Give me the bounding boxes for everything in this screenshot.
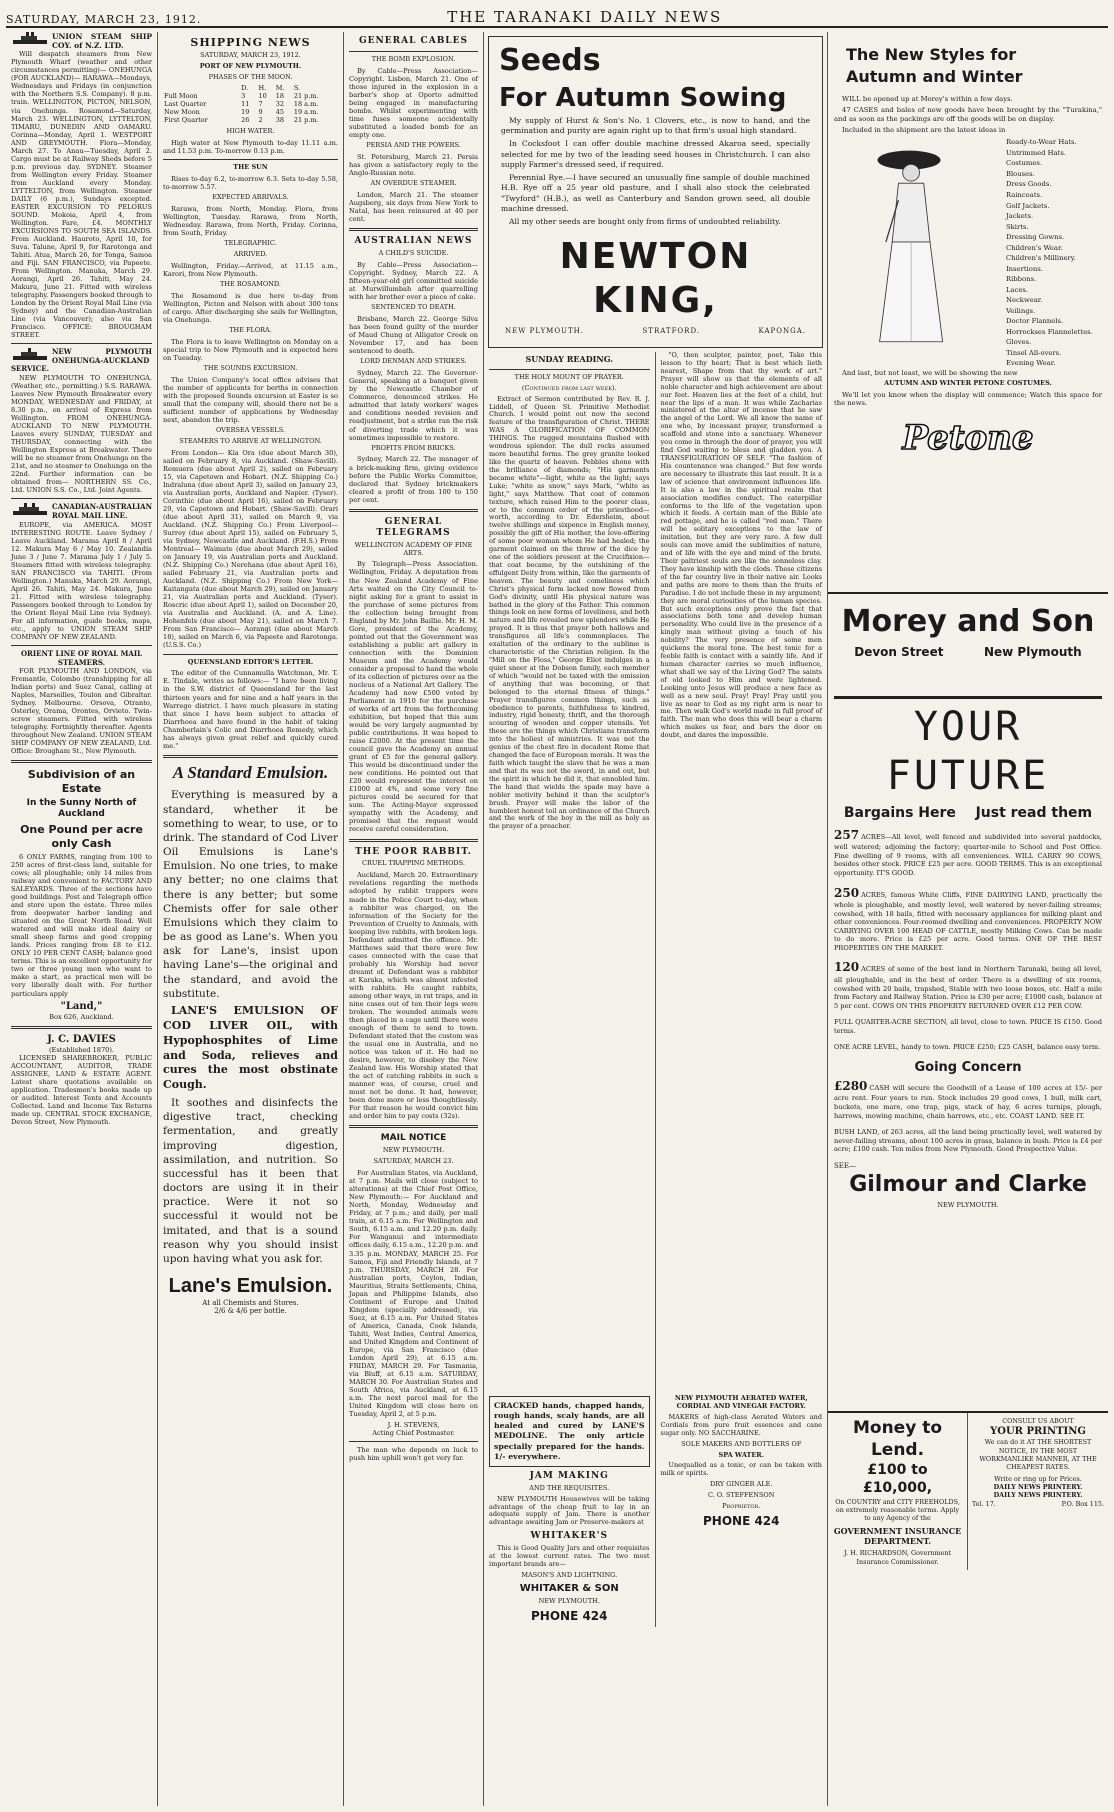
sun-head: THE SUN	[233, 162, 268, 171]
bomb-text: By Cable—Press Association—Copyright. Lisbon, March 21. One of those injured in the explosion in a barber's shop at Oporto admitted being engaged in manufacturing bombs. Whilst experimenting with time fuses someone accidentally substituted a loaded bomb for an empty one.	[349, 66, 478, 140]
fashion-illustration	[834, 137, 1002, 369]
sunday-reading-left	[484, 352, 656, 1392]
onehunga-service-head: NEW PLYMOUTH ONEHUNGA-AUCKLAND SERVICE.	[11, 347, 152, 374]
gilmour-location: NEW PLYMOUTH.	[937, 1201, 999, 1210]
bargains-head	[834, 805, 1102, 822]
union-steam-text: Will despatch steamers from New Plymouth Wharf (weather and other circumstances permitting)— ONEHUNGA (FOR AUCKLAND)— RARAWA—Mondays, Wednesdays and Fridays (in conjunction with the Northern S.S. Company). 8 p.m. train. WELLINGTON, PICTON, NELSON, via Onehunga. Rosamond—Saturday, March 23. WELLINGTON, LYTTELTON, TIMARU, DUNEDIN AND OAMARU. Corinna—Monday, April 1. WESTPORT AND GREYMOUTH. Flora—Monday, March 27. To Anau—Tuesday, April 2. Cargo must be at Railway Sheds before 5 p.m. previous day. SYDNEY. Steamer from Wellington every Friday. Steamer from Auckland every Monday. LYTTELTON, from Wellington. Steamer DAILY (6 p.m.), Sundays excepted. EASTER EXCURSION TO PELORUS SOUND. Mokoia, April 4, from Wellington. Fare, £4. MONTHLY EXCURSIONS TO SOUTH SEA ISLANDS. From Auckland. Hauroto, April 10, for Suva. Talune, April 9, for Rarotonga and Tahiti. Atua, March 26, for Tonga, Samoa and Fiji. SAN FRANCISCO, via Papeete. From Wellington. Manuka, March 29. Aorangi, April 26. Tahiti, May 24. Makura, June 21. Fitted with wireless telegraphy. Passengers booked through to London by the Orient Royal Mail Line (via Sydney) and the Canadian-Australian Line (via Vancouver); also via San Francisco. OFFICE: BROUGHAM STREET.	[11, 50, 152, 340]
columns	[6, 32, 1108, 1806]
filler-line: The man who depends on luck to push him uphill won't get very far.	[349, 1446, 478, 1463]
table-cell: 7	[258, 100, 263, 109]
listing-number: £280	[834, 1078, 868, 1093]
gilmour-clarke-name: Gilmour and Clarke	[849, 1172, 1087, 1198]
property-listing: BUSH LAND, of 263 acres, all the land being practically level, well watered by never-failing streams, about 100 acres in grass, balance in bush. Price is £4 per acre; £100 cash. Ten miles from New Plymouth. Good Prospective Value.	[834, 1128, 1102, 1154]
list-item: Neckwear.	[1006, 296, 1043, 305]
table-header-cell: H.	[258, 84, 267, 93]
list-item: Ribbons.	[1006, 275, 1037, 284]
aerated-text: MAKERS of high-class Aerated Waters and Cordials from pure fruit essences and cane sugar only. NO SACCHARINE.	[660, 1412, 822, 1437]
petone-costumes: AUTUMN AND WINTER PETONE COSTUMES.	[884, 379, 1052, 388]
lanes-bold-text: LANE'S EMULSION OF COD LIVER OIL, with Hypophosphites of Lime and Soda, relieves and cures the most obstinate Cough.	[163, 1004, 338, 1092]
table-row	[163, 117, 338, 125]
opening-notice: WILL be opened up at Morey's within a few days.	[842, 95, 1013, 104]
table-cell: 21 p.m.	[293, 92, 319, 101]
persia-head: PERSIA AND THE POWERS.	[366, 141, 461, 150]
printery-name-2: DAILY NEWS PRINTERY.	[993, 1491, 1083, 1500]
table-cell: 2	[258, 115, 263, 124]
medoline-advertisement: CRACKED hands, chapped hands, rough hands, scaly hands, are all healed and cured by LANE'S MEDOLINE. The only article specially prepared for the hands. 1/- everywhere.	[489, 1396, 650, 1467]
listing-number: 120	[834, 960, 860, 975]
sermon-text: Extract of Sermon contributed by Rev. R. J. Liddell, of Queen St. Primitive Methodist Church. I would point out now the second feature of the transfiguration of Christ. THERE WAS A GLORIFICATION OF COMMON THINGS. The rugged mountains flushed with wondrous splendor. The dull rocks assumed more beautiful forms. The grey granite looked like the quartz of heaven. Pebbles shone with the brilliance of diamonds; "His garments became white"—light, white as the light; says Luke; "white as snow," says Mark, "white as light," says Matthew. That coat of common texture, which raised Him to the poorer class, or to the common order of the priesthood—worth, according to Dr. Edersheim, about twelve shillings and sixpence in English money, possibly the gift of His mother, the love-offering of some poor woman whom He had healed; the garment claimed on the throw of the dice by one of the soldiers present at the Crucifixion—that coat became, by the outshining of the effulgent Deity from within, like the garments of heaven. The beauty and comeliness which Christ's physical form lacked now flowed from God's divinity, until His physical nature was bathed in the glory of the Father. This common things look on new forms of loveliness, and both nature and life revealed new splendors while He prayed. It is thus that prayer both hallows and transfigures all life's commonplaces. The exaltation of the ordinary to the sublime is characteristic of the Christian religion. In the "Mill on the Floss," George Eliot indulges in a quiet sneer at the Dobson family, each member of which "would not be taxed with the omission of anything that was becoming, or that belonged to the eternal fitness of things." Prayer transfigures common things, such as obedience to parents, faithfulness to kindred, industry, rigid honesty, thrift, and the thorough scouring of wooden and copper utensils. Yet these are the things which Christians transform into the holiest of ministries. It was not the genius of the chest fire in decadent Rome that changed the face of European morals. It was the faith which taught the slave that he was a man and that its was not the sword, in and out, but the spirit in which he did it, that ennobled him. The hand that wields the spade may have a nobler motivity behind it than the sculptor's brush. Prayer will make the labor of the humblest honest toil an ordinance of the Church and the work of the boy in the mill as holy as the prayer of a preacher.	[489, 394, 650, 831]
masthead	[6, 6, 1108, 28]
death-head: SENTENCED TO DEATH.	[371, 303, 456, 312]
lanes-body	[163, 788, 338, 1266]
list-item: Evening Wear.	[1006, 359, 1056, 368]
steamship-icon	[11, 32, 49, 46]
box-address: Box 626, Auckland.	[49, 1012, 114, 1021]
sounds-head: THE SOUNDS EXCURSION.	[203, 363, 298, 372]
continued-note: (Continued from last week).	[521, 383, 617, 392]
davies-name: J. C. DAVIES	[47, 1033, 116, 1045]
jam-requisites: AND THE REQUISITES.	[529, 1483, 610, 1492]
table-cell: 9	[258, 107, 263, 116]
table-cell: 32	[275, 100, 285, 109]
seeds-paragraph: My supply of Hurst & Son's No. 1 Clovers, etc., is now to hand, and the germination and purity are again right up to that firm's usual high standard.	[501, 115, 810, 136]
lower-ads-right	[656, 1392, 828, 1627]
queensland-head: QUEENSLAND EDITOR'S LETTER.	[187, 657, 314, 666]
sunday-reading-head: SUNDAY READING.	[525, 354, 614, 364]
town-label: New Plymouth	[983, 644, 1082, 659]
sunday-reading	[484, 352, 827, 1392]
newton-king-logo: NEWTON KING,	[559, 236, 752, 322]
steamship-icon	[11, 348, 49, 362]
going-concern-head: Going Concern	[914, 1060, 1022, 1076]
issue-date: SATURDAY, MARCH 23, 1912.	[6, 13, 202, 26]
table-cell: 11	[241, 100, 250, 109]
australian-news-head: AUSTRALIAN NEWS	[354, 236, 473, 247]
telegraphic-head: TELEGRAPHIC.	[224, 238, 277, 247]
newton-locations	[493, 327, 818, 336]
money-to-lend-title: Money to Lend.	[852, 1418, 943, 1461]
property-listing	[834, 886, 1102, 953]
list-item: Tinsel All-overs.	[1006, 348, 1062, 357]
mail-text: For Australian States, via Auckland, at 7 p.m. Mails will close (subject to alterations) at the Chief Post Office, New Plymouth:— For Auckland and North, Monday, Wednesday and Friday, at 7 p.m.; and daily, per mail train, at 6.15 a.m. For Wellington and South, 6.15 a.m. and 12.20 p.m. daily. For Wanganui and intermediate offices daily, 6.15 a.m., 12.20 p.m. and 3.35 p.m. MONDAY, MARCH 25. For Samoa, Fiji and Friendly Islands, at 7 p.m. THURSDAY, MARCH 28. For Australian ports, Ceylon, Indian, Mauritius, Straits Settlements, China, Japan and Philippine Islands, also Continent of Europe and United Kingdom (specially addressed), via Suez, at 6.15 a.m. For United States of America, Canada, Cook Islands, Tahiti, West Indies, Central America, and United Kingdom and Continent of Europe, via San Francisco (due London April 29), at 6.15 a.m. FRIDAY, MARCH 29. For Tasmania, via Bluff, at 6.15 a.m. SATURDAY, MARCH 30. For Australian States and South Africa, via Auckland, at 6.15 a.m. The next parcel mail for the United Kingdom will close here on Tuesday, April 2, at 5 p.m.	[349, 1169, 478, 1419]
seeds-paragraph: Perennial Rye.—I have secured an unusually fine sample of double machined H.B. Rye off a 25 year old pasture, and I shall also stock the celebrated "Twyford" (H.B.), as well as Canterbury and Sandon grown seed, all double machine dressed.	[501, 173, 810, 213]
lower-ads-left	[484, 1392, 656, 1627]
list-item: Laces.	[1006, 285, 1029, 294]
table-cell: 21 p.m.	[293, 115, 319, 124]
list-item: Blouses.	[1006, 169, 1035, 178]
postmaster-title: Acting Chief Postmaster.	[372, 1429, 455, 1438]
street-label: Devon Street	[854, 644, 944, 659]
spa-water: SPA WATER.	[718, 1450, 764, 1459]
sunday-reading-right	[656, 352, 828, 1392]
property-listing: ONE ACRE LEVEL, handy to town. PRICE £250; £25 CASH, balance easy term.	[834, 1043, 1101, 1052]
list-item: Jackets.	[1006, 212, 1034, 221]
denman-text: Sydney, March 22. The Governor-General, speaking at a banquet given by the Newcastle Chamber of Commerce, denounced strikes. He admitted that lately workers' wages and conditions needed revision and readjustment, but a strike ran the risk of diverting trade which it was sometimes impossible to restore.	[349, 369, 478, 442]
trapping-head: CRUEL TRAPPING METHODS.	[362, 859, 465, 868]
list-item: Untrimmed Hats.	[1006, 148, 1067, 157]
printing-text: We can do it AT THE SHORTEST NOTICE, IN THE MOST WORKMANLIKE MANNER, AT THE CHEAPEST RATES.	[979, 1438, 1097, 1472]
seeds-paragraph: In Cocksfoot I can offer double machine dressed Akaroa seed, specially selected for me by two of the leading seed houses in Christchurch. I can also supply Farmer's dressed seed, if required.	[501, 139, 810, 169]
list-item: Children's Wear.	[1006, 243, 1063, 252]
whitakers-name: WHITAKER'S	[530, 1531, 608, 1542]
list-item: Costumes.	[1006, 159, 1043, 168]
spa-text: Unequalled as a tonic, or can be taken with milk or spirits.	[660, 1461, 822, 1478]
your-printing-title: YOUR PRINTING	[990, 1426, 1086, 1438]
table-cell: 26	[241, 115, 250, 124]
table-cell: First Quarter	[164, 115, 208, 124]
flora-text: The Flora is to leave Wellington on Monday on a special trip to New Plymouth and is expected here on Tuesday.	[163, 337, 338, 362]
table-header-cell: S.	[293, 84, 301, 93]
oversea-text: From London— Kia Ora (due about March 30), sailed on February 8, via Auckland. (Shaw-Savill). Remuera (due about April 2), sailed on February 15, via Capetown and Hobart. (N.Z. Shipping Co.) Indraluna (due about April 3), sailed on January 23, via Australian ports, Auckland and Napier. (Tyser). Corinthic (due about April 16), sailed on February 29, via Capetown and Hobart. (Shaw-Savill). Orari (due about April 31), sailed on March 9, via Auckland. (N.Z. Shipping Co.) From Liverpool— Surrey (due about April 15), sailed on February 5, via Sydney, Newcastle and Auckland. (F.H.S.) From Montreal— Waimate (due about March 29), sailed on January 19, via Australian ports and Auckland. (N.Z. Shipping Co.) Nerehana (due about April 16), sailed February 21, via Australian ports and Auckland. (N.Z. Shipping Co.) From New York— Kaitangata (due about March 29), sailed on January 21, via Australian ports and Auckland. (Tyser). Roscric (due about April 1), sailed on December 20, via Australia and Auckland. (A. and A. Line). Hohenfels (due about May 21), sailed on March 7. From San Francisco— Aorangi (due about March 18), sailed on March 6, via Papeete and Rarotonga. (U.S.S. Co.)	[163, 448, 338, 650]
sounds-text: The Union Company's local office advises that the number of applicants for berths in connection with the proposed Sounds excursion at Easter is so small that the company will, should there not be a sufficient number of applications by Wednesday next, abandon the trip.	[163, 375, 338, 424]
commissioner: J. H. RICHARDSON, Government Insurance Commissioner.	[843, 1549, 952, 1566]
mail-location: NEW PLYMOUTH.	[382, 1146, 445, 1155]
rabbit-head: THE POOR RABBIT.	[355, 846, 472, 857]
autumn-sowing-title: For Autumn Sowing	[499, 82, 787, 113]
table-cell: 10	[258, 92, 267, 101]
rosamond-text: The Rosamond is due here to-day from Wellington, Picton and Nelson with about 300 tons of cargo. After discharging she sails for Wellington, via Onehunga.	[163, 291, 338, 324]
table-cell: 19	[241, 107, 250, 116]
morey-son-block	[828, 592, 1108, 692]
list-item: Doctor Flannels.	[1006, 317, 1064, 326]
list-item: Skirts.	[1006, 222, 1029, 231]
table-cell: 19 a.m.	[293, 107, 319, 116]
table-cell: 18 a.m.	[293, 100, 319, 109]
printery-contact	[972, 1500, 1104, 1508]
lanes-emulsion-logo: Lane's Emulsion.	[168, 1275, 333, 1298]
listing-text: ACRES, famous White Cliffs, FINE DAIRYING LAND, practically the whole is ploughable, and mostly level, well watered by never-failing streams; cowshed, with 18 bails, fitted with necessary appliances for milking plant and other conveniences. Four-roomed dwelling and conveniences. PROPERTY NOW CARRYING OVER 100 HEAD OF CATTLE, mostly Milking Cows. Can be made to do more. Price is £25 per acre. Good terms. ONE OF THE BEST PROPERTIES ON THE MARKET.	[834, 890, 1102, 952]
list-item: Dressing Gowns.	[1006, 233, 1065, 242]
gov-insurance: GOVERNMENT INSURANCE DEPARTMENT.	[833, 1525, 962, 1546]
subdivision-text: 6 ONLY FARMS, ranging from 100 to 250 acres of first-class land, suitable for cows; all ploughable; only 14 miles from railway and convenient to FACTORY AND SALEYARDS. Three of the sections have good buildings. Post and Telegraph office and store upon the estate. Three miles from deepwater harbor landing and situated on the Great North Road. Well watered and will make ideal dairy or small sheep farms and good cropping lands. Prices ranging from £8 to £12. ONLY 10 PER CENT CASH; balance good terms. This is an excellent opportunity for two or three young men who want to make a start, as practical men will be very liberally dealt with. For further particulars apply	[11, 852, 152, 998]
land-contact: "Land,"	[60, 1000, 103, 1012]
fashion-block	[834, 137, 1102, 369]
table-cell: Full Moon	[164, 92, 198, 101]
table-cell: 3	[241, 92, 246, 101]
lower-ads	[484, 1392, 827, 1627]
loan-text: On COUNTRY and CITY FREEHOLDS, on extremely reasonable terms. Apply to any Agency of the	[835, 1497, 960, 1523]
onehunga-service-text: NEW PLYMOUTH TO ONEHUNGA. (Weather, etc., permitting.) S.S. RARAWA. Leaves New Plymouth Breakwater every MONDAY, WEDNESDAY and FRIDAY, at 8.30 p.m., on arrival of Express from Wellington. FROM ONEHUNGA-AUCKLAND TO NEW PLYMOUTH. Leaves every SUNDAY, TUESDAY and THURSDAY, connecting with the Wellington Express at Breakwater. There will be no steamer from Onehunga on the 21st, and no steamer to Onehunga on the 22nd. Further information can be obtained from— NORTHERN SS. Co., Ltd. UNION S.S. Co., Ltd. Joint Agents.	[11, 374, 152, 495]
listing-number: 257	[834, 827, 860, 842]
loan-range: £100 to £10,000,	[862, 1462, 933, 1497]
property-listing	[834, 1079, 1102, 1120]
steamship-icon	[11, 503, 49, 517]
table-cell: Last Quarter	[164, 100, 207, 109]
property-listing	[834, 960, 1102, 1010]
moon-phases-head: PHASES OF THE MOON.	[208, 73, 293, 82]
column-shipping-ads	[6, 32, 158, 1806]
list-item: Horrockses Flannelettes.	[1006, 327, 1093, 336]
list-item: Children's Millinery.	[1006, 254, 1076, 263]
overdue-text: London, March 21. The steamer Augsberg, six days from New York to Natal, has been reinsured at 40 per cent.	[349, 191, 478, 224]
petone-logo: Petone	[902, 417, 1034, 458]
mail-date: SATURDAY, MARCH 23.	[373, 1157, 454, 1166]
jam-text-2: This is Good Quality Jars and other requisites at the lowest current rates. The two most important brands are—	[489, 1544, 650, 1569]
mason-lightning: MASON'S AND LIGHTNING.	[521, 1571, 618, 1580]
whitaker-son: WHITAKER & SON	[519, 1582, 619, 1594]
new-styles-title	[846, 44, 1102, 87]
seeds-title: Seeds	[499, 43, 601, 78]
postmaster-name: J. H. STEVENS,	[387, 1421, 440, 1430]
union-steam-head: UNION STEAM SHIP COY. of N.Z. LTD.	[52, 32, 152, 51]
suicide-head: A CHILD'S SUICIDE.	[378, 249, 449, 258]
shipping-news-head: SHIPPING NEWS	[190, 36, 311, 49]
expected-arrivals-head: EXPECTED ARRIVALS.	[212, 192, 289, 201]
consult-label: CONSULT US ABOUT	[1002, 1417, 1074, 1425]
general-cables-head: GENERAL CABLES	[359, 36, 468, 46]
sole-makers: SOLE MAKERS AND BOTTLERS OF	[681, 1439, 802, 1448]
table-cell: 18	[275, 92, 285, 101]
list-item: Raincoats.	[1006, 190, 1043, 199]
garment-list	[1002, 137, 1102, 369]
included-notice: Included in the shipment are the latest ideas in	[842, 126, 1006, 135]
list-item: Veilings.	[1006, 306, 1036, 315]
column-cables	[344, 32, 484, 1806]
listing-number: 250	[834, 885, 860, 900]
table-cell: 38	[275, 115, 285, 124]
po-box: P.O. Box 115.	[1061, 1499, 1104, 1508]
lanes-text: Everything is measured by a standard, whether it be something to wear, to use, or to drink. The standard of Cod Liver Oil Emulsions is Lane's Emulsion. No one tries, to make any better; no one claims that there is any better; but some Chemists offer for sale other Emulsions which they claim to be as good as Lane's. When you ask for Lane's, insist upon having Lane's—the original and the standard, and avoid the substitute.	[163, 789, 338, 1000]
sun-text: Rises to-day 6.2, to-morrow 6.3. Sets to-day 5.58, to-morrow 5.57.	[163, 174, 338, 191]
trapping-text: Auckland, March 20. Extraordinary revelations regarding the methods adopted by rabbit trappers were made in the Police Court to-day, when a rabbiter was charged, on the information of the Society for the Prevention of Cruelty to Animals, with keeping live rabbits, with broken legs. Defendant admitted the offence. Mr. Matthews said that there were few cases connected with the case that probably his Worship had never dreamt of. Defendant was a rabbiter at Karaka, which was almost infested with rabbits. He caught rabbits, among other ways, in rat traps, and in nine cases out of ten their legs were broken. The wounded animals were then placed in a cage until there were enough of them to send to town. Defendant stated that the custom was the usual one in Australia, and no notice was taken of it. He had no desire, however, to disobey the New Zealand law. His Worship stated that the act of catching rabbits in such a manner was, of course, cruel and must not be done. It had, however, been done more or less thoughtlessly. For that reason he would convict him and order him to pay costs (32s).	[349, 871, 478, 1121]
bomb-head: THE BOMB EXPLOSION.	[371, 54, 456, 63]
printing-ad	[968, 1413, 1108, 1570]
arrived-head: ARRIVED.	[233, 249, 268, 258]
sermon-text-continued: "O, then sculptor, painter, poet, Take this lesson to thy heart; That is best which lieth nearest, Shape from that thy work of art." Prayer will show us that the elements of all noble character and high achievement are about our feet. Heaven lies at the feet of a child, but near the lips of a man. It was while Zacharias ministered at the altar of incense that he saw the angel of the Lord. We all know the name of one who, by incessant prayer, transformed a scaffold and stone into a sanctuary. Whenever you come in through the door of prayer, you will find God waiting to bless and gladden you. A TRANSFIGURATION OF SELF. "The fashion of His countenance was changed." But few words are necessary to illustrate this last result. It is a law of science that environment influences life. It is also a law in the spiritual realm that association modifies conduct. The caterpillar conforms to the life of the vegetation upon which it feeds. A certain man of the Bible ate red pottage, and he is called "red man." There will be solitary exceptions to the law of imitation, but they are very rare. A few dull souls can move amid the sublimities of nature, and of life with the eye and mind of the brute. Their paltriest souls are like the sonneless clay. They have kinship with the clods. These citizens of the far country live in their native air. Looks and paths are more to them than the fruits of Paradise. I do not include these in my argument; they are moral curiosities of the human species. But such exceptions only prove the fact that associations both tone and develop human personality. Who could live in the presence of a kingly man without giving a touch of his nobility? The very presence of some men quickens the moral tone. The best tonic for a feeble faith is contact with a saintly life. And if human character carries so much influence, what shall we say of the Living God? The saints of old looked to Him and were lightened. Looking unto Jesus will produce a new face as well as a new soul. Pray! Pray! Pray until you live as near to God as my right arm is near to me. Then walk God's world made in full proof of faith. The man who does this will bear a charm which makes us fear, and bars the door on doubt, and dares the impossible.	[660, 352, 822, 740]
seeds-advertisement	[488, 36, 823, 348]
expected-arrivals-text: Rarawa, from North, Monday. Flora, from Wellington, Tuesday. Rarawa, from North, Wednesday. Rarawa, from North, Friday. Corinna, from South, Friday.	[163, 204, 338, 237]
money-to-lend-ad	[828, 1413, 968, 1570]
oversea-subhead: STEAMERS TO ARRIVE AT WELLINGTON.	[179, 436, 322, 445]
seeds-body	[493, 116, 818, 228]
column-ads	[828, 32, 1108, 1806]
lady-figure-icon	[834, 137, 984, 347]
orient-line-head: ORIENT LINE OF ROYAL MAIL STEAMERS.	[20, 649, 143, 667]
high-water-text: High water at New Plymouth to-day 11.11 a.m. and 11.53 p.m. To-morrow 0.13 p.m.	[163, 138, 338, 155]
mail-notice-head: MAIL NOTICE	[380, 1133, 447, 1144]
moon-phase-table	[163, 85, 338, 125]
lanes-stockists: At all Chemists and Stores.	[202, 1298, 299, 1307]
list-item: Golf Jackets.	[1006, 201, 1050, 210]
new-styles-line: The New Styles for	[846, 45, 1017, 64]
list-item: Gloves.	[1006, 338, 1032, 347]
orient-line-text: FOR PLYMOUTH AND LONDON, via Fremantle, Colombo (transhipping for all Indian ports) and Suez Canal, calling at Naples, Marseilles, Toulon and Gibraltar. Sydney. Melbourne. Orsova, Otranto, Osterley, Orama, Orontes, Orvieto. Twin-screw steamers. Fitted with wireless telegraphy. Fortnightly thereafter. Agents throughout New Zealand. UNION STEAM SHIP COMPANY OF NEW ZEALAND, Ltd. Office: Brougham St., New Plymouth.	[11, 667, 152, 756]
queensland-text: The editor of the Cunnamulla Watchman, Mr. T. E. Tindale, writes as follows:— "I have been living in the S.W. district of Queensland for the last thirteen years and for nine and a half years in the Warrego district. I have much pleasure in stating that since I have been subject to attacks of Diarrhoea and have found in the habit of taking Chamberlain's Colic and Diarrhoea Remedy, which has always given great relief and quickly cured me."	[163, 669, 338, 750]
holy-mount-head: THE HOLY MOUNT OF PRAYER.	[514, 372, 624, 381]
arts-text: By Telegraph—Press Association. Wellington, Friday. A deputation from the New Zealand Academy of Fine Arts waited on the City Council to-night asking for a grant to assist in the purchase of some pictures from the collection being brought from England by Mr. John Baillie. Mr. H. M. Gore, president of the Academy, pointed out that the Government was establishing a public art gallery in connection with the Dominion Museum and the Academy would consider a proposal to hand the whole of its collection of pictures over as the nucleus of a National Art Gallery. The Academy had now £500 voted by Parliament in 1910 for the purchase of works of art from the forthcoming exhibition, but hoped that this sum would be very largely augmented by public contributions. It was hoped to raise £2000. At the present time the council gave the Academy an annual grant of £5 for the general gallery. This would be discontinued under the new conditions. He pointed out that £20 would represent the interest on £1000 at 4%, and some very fine pictures could be secured for that sum. The Acting-Mayor expressed sympathy with the Academy, and promised that the request would receive careful consideration.	[349, 560, 478, 834]
morey-address	[834, 645, 1102, 660]
denman-head: LORD DENMAN AND STRIKES.	[360, 357, 467, 366]
table-cell: New Moon	[164, 107, 200, 116]
bricks-head: PROFITS FROM BRICKS.	[371, 443, 456, 452]
read-them-label: Just read them	[975, 804, 1093, 821]
telephone: Tel. 17.	[972, 1499, 996, 1508]
whitaker-location: NEW PLYMOUTH.	[538, 1597, 600, 1606]
ginger-ale: DRY GINGER ALE.	[710, 1480, 773, 1489]
aerated-head: NEW PLYMOUTH AERATED WATER, CORDIAL AND VINEGAR FACTORY.	[674, 1394, 808, 1410]
property-listing: FULL QUARTER-ACRE SECTION, all level, close to town. PRICE IS £150. Good terms.	[834, 1018, 1102, 1035]
location-label: KAPONGA.	[758, 327, 806, 336]
suicide-text: By Cable—Press Association—Copyright. Sydney, March 22. A fifteen-year-old girl committed suicide at Murwillumbah after quarrelling with her brother over a piece of cake.	[349, 261, 478, 302]
bargains-here-label: Bargains Here	[843, 804, 956, 821]
seeds-paragraph: All my other seeds are bought only from firms of undoubted reliability.	[509, 217, 781, 227]
proprietor-name: C. O. STEFFENSON	[708, 1491, 775, 1500]
aerated-phone: PHONE 424	[702, 1514, 780, 1529]
death-text: Brisbane, March 22. George Silva has been found guilty of the murder of Maud Chung at Alligator Creek on November 17, and has been sentenced to death.	[349, 315, 478, 356]
list-item: Dress Goods.	[1006, 180, 1052, 189]
newspaper-title: THE TARANAKI DAILY NEWS	[447, 8, 723, 26]
jam-text: NEW PLYMOUTH Housewives will be taking advantage of the cheap fruit to lay in an adequate supply of Jam. There is another advantage awaiting Jam or Preserve-makers at	[489, 1494, 650, 1527]
your-future-title: YOUR FUTURE	[834, 696, 1102, 801]
cases-notice: 47 CASES and bales of new goods have been brought by the "Turakina," and as soon as the packings are off the goods will be on display.	[834, 106, 1102, 123]
your-future-advertisement	[828, 692, 1108, 1407]
listing-text: ACRES—All level, well fenced and subdivided into several paddocks, well watered; adjoining the factory; quarter-mile to School and Post Office. Fine dwelling of 9 rooms, with all conveniences. WILL CARRY 90 COWS, besides other stock. PRICE £25 per acre. GOOD TERMS. This is an exceptional opportunity. IT'S GOOD.	[834, 832, 1102, 877]
arts-head: WELLINGTON ACADEMY OF FINE ARTS.	[354, 540, 473, 557]
list-item: Insertions.	[1006, 264, 1043, 273]
morey-son-name: Morey and Son	[841, 604, 1095, 639]
lanes-price: 2/6 & 4/6 per bottle.	[214, 1307, 287, 1316]
list-item: Ready-to-Wear Hats.	[1006, 138, 1077, 147]
canadian-line-head: CANADIAN-AUSTRALIAN ROYAL MAIL LINE.	[52, 502, 152, 520]
display-notice: We'll let you know when the display will commence; Watch this space for the news.	[834, 391, 1102, 408]
jam-making-head: JAM MAKING	[529, 1470, 609, 1481]
flora-head: THE FLORA.	[229, 325, 272, 334]
persia-text: St. Petersburg, March 21. Persia has given a satisfactory reply to the Anglo-Russian note.	[349, 153, 478, 178]
davies-text: LICENSED SHAREBROKER, PUBLIC ACCOUNTANT, AUDITOR, TRADE ASSIGNEE, LAND & ESTATE AGENT. Latest share quotations available on application. Tradesmen's books made up or audited. Interest Tents and Accounts Collected. Land and Income Tax Returns made up. CENTRAL STOCK EXCHANGE, Devon Street, New Plymouth.	[11, 1053, 152, 1127]
lanes-text-2: It soothes and disinfects the digestive tract, checking fermentation, and greatly improving digestion, assimilation, and nutrition. So successful has it been that doctors are using it in their practice. Were it not so successful it would not be imitated, and that is a sound reason why you should insist upon having what you ask for.	[163, 1097, 338, 1265]
proprietor-title: Proprietor.	[722, 1502, 761, 1511]
location-label: NEW PLYMOUTH.	[505, 327, 584, 336]
rosamond-head: THE ROSAMOND.	[220, 279, 281, 288]
table-header-cell: M.	[275, 84, 285, 93]
sunny-north-head: In the Sunny North of Auckland	[26, 798, 137, 820]
one-pound-head: One Pound per acre only Cash	[20, 823, 143, 850]
property-listing	[834, 828, 1102, 878]
column-shipping-news	[158, 32, 344, 1806]
last-notice: And last, but not least, we will be showing the new	[842, 369, 1018, 377]
listing-text: CASH will secure the Goodwill of a Lease of 100 acres at 15/- per acre rent. Four years to run. Stock includes 29 good cows, 1 bull, milk cart, buckets, one mare, one trap, pigs, stack of hay, 6 acres turnips, plough, harrows, mowing machine, chain harrows, etc., etc. COAST LAND. SEE IT.	[834, 1083, 1102, 1120]
table-cell: 45	[275, 107, 285, 116]
high-water-head: HIGH WATER.	[226, 126, 275, 135]
see-label: SEE—	[834, 1161, 857, 1170]
port-head: PORT OF NEW PLYMOUTH.	[199, 62, 302, 71]
general-telegrams-head: GENERAL TELEGRAMS	[376, 516, 451, 538]
write-label: Write or ring up for Prices.	[994, 1474, 1082, 1483]
canadian-line-text: EUROPE, via AMERICA. MOST INTERESTING ROUTE. Leave Sydney / Leave Auckland. Marama April 8 / April 12. Makura May 6 / May 10. Zealandia June 3 / June 7. Marama July 1 / July 5. Steamers fitted with wireless telegraphy. SAN FRANCISCO via TAHITI. (From Wellington.) Manuka, March 29. Aorangi, April 26. Tahiti, May 24. Makura, June 21. Fitted with wireless telegraphy. Passengers booked through to London by the Orient Royal Mail Line (via Sydney). For all information, guide books, maps, etc., apply to UNION STEAM SHIP COMPANY OF NEW ZEALAND.	[11, 520, 152, 641]
bottom-ads	[828, 1411, 1108, 1570]
column-seeds-sunday	[484, 32, 828, 1806]
arrived-text: Wellington, Friday.—Arrived, at 11.15 a.m., Karori, from New Plymouth.	[163, 261, 338, 278]
standard-emulsion-title: A Standard Emulsion.	[172, 762, 329, 782]
oversea-head: OVERSEA VESSELS.	[215, 425, 286, 434]
bricks-text: Sydney, March 22. The manager of a brick-making firm, giving evidence before the Public Works Committee, declared that Sydney brickmakers cleared a profit of from 100 to 150 per cent.	[349, 455, 478, 504]
table-header-cell: D.	[241, 84, 249, 93]
subdivision-head: Subdivision of an Estate	[27, 768, 136, 795]
shipping-dateline: SATURDAY, MARCH 23, 1912.	[200, 51, 301, 60]
location-label: STRATFORD.	[642, 327, 701, 336]
listing-text: ACRES of some of the best land in Northern Taranaki, being all level, all ploughable, and in the best of order. There is a dwelling of six rooms, cowshed with 20 bails, trapshed, Stable with two loose boxes, etc. Half a mile from Factory and Railway Station. Price is £30 per acre; £1000 cash, balance at 5 per cent. COWS ON THIS PROPERTY RETURNED OVER £12 PER COW.	[834, 965, 1102, 1010]
morey-advertisement	[828, 32, 1108, 592]
davies-established: (Established 1870).	[48, 1045, 115, 1054]
overdue-head: AN OVERDUE STEAMER.	[370, 179, 457, 188]
printery-name: DAILY NEWS PRINTERY.	[993, 1482, 1083, 1491]
whitaker-phone: PHONE 424	[530, 1609, 608, 1624]
autumn-winter-line: Autumn and Winter	[846, 66, 1023, 86]
